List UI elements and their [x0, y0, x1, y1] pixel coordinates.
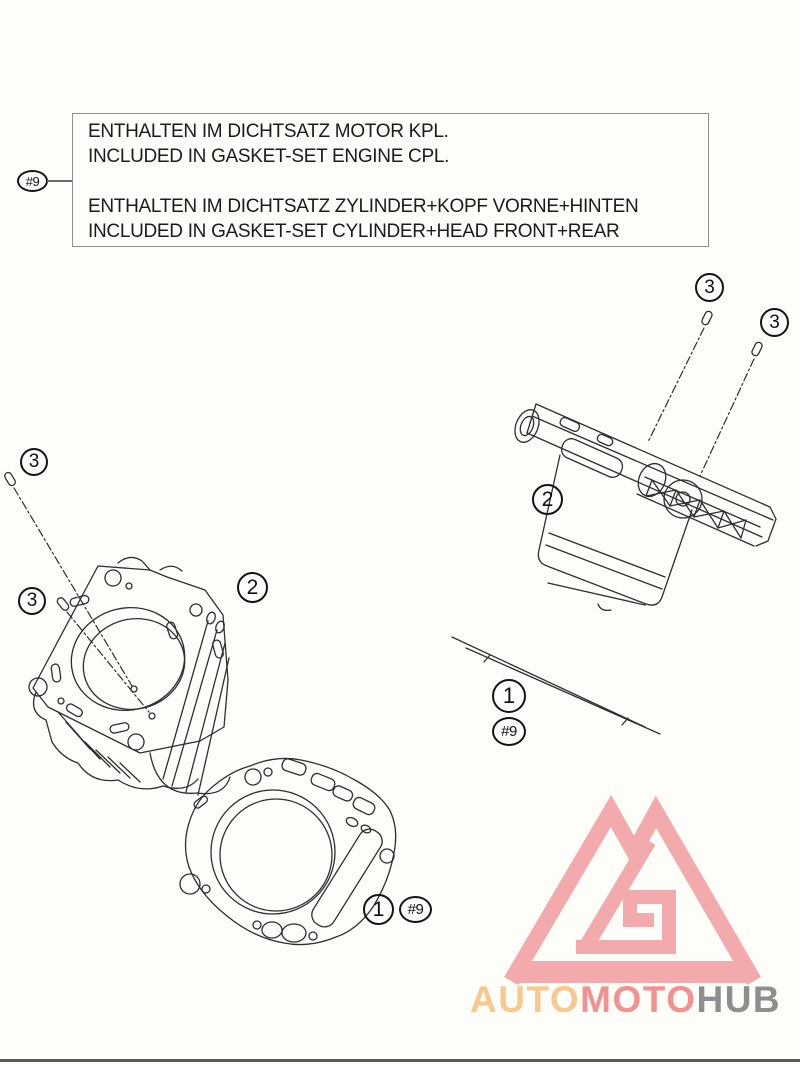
watermark-hub: HUB [696, 979, 782, 1020]
leader-lines [14, 328, 754, 712]
line-art [3, 310, 776, 944]
gasket-edge-view-drawing [452, 637, 660, 734]
dowel-pins [3, 310, 763, 611]
ref-badge-gasket-edge: #9 [492, 717, 526, 746]
callout-head-gasket: 1 [363, 894, 394, 925]
callout-dowel-rear-top: 3 [695, 273, 724, 302]
cylinder-front-drawing [29, 557, 230, 795]
page-bottom-rule [0, 1059, 800, 1062]
note-line-de-2: ENTHALTEN IM DICHTSATZ ZYLINDER+KOPF VORNE+HINTEN [88, 196, 639, 217]
callout-cylinder-front: 2 [237, 572, 268, 603]
callout-dowel-front-mid: 3 [18, 587, 46, 615]
note-line-en-2: INCLUDED IN GASKET-SET CYLINDER+HEAD FRONT+REAR [88, 221, 620, 242]
watermark-moto: MOTO [580, 979, 697, 1020]
watermark-wordmark [470, 979, 782, 1020]
callout-gasket-edge: 1 [492, 679, 526, 713]
ref-badge-head-gasket: #9 [399, 896, 432, 923]
note-line-de-1: ENTHALTEN IM DICHTSATZ MOTOR KPL. [88, 121, 449, 142]
note-line-en-1: INCLUDED IN GASKET-SET ENGINE CPL. [88, 146, 450, 167]
watermark-auto: AUTO [470, 979, 581, 1020]
ref-9-badge: #9 [17, 170, 48, 192]
head-gasket-drawing [180, 758, 396, 945]
watermark-triangle-logo [511, 811, 754, 981]
callout-dowel-front-top: 3 [20, 448, 48, 476]
callout-dowel-rear-outer: 3 [760, 308, 789, 337]
callout-cylinder-rear: 2 [532, 484, 563, 515]
